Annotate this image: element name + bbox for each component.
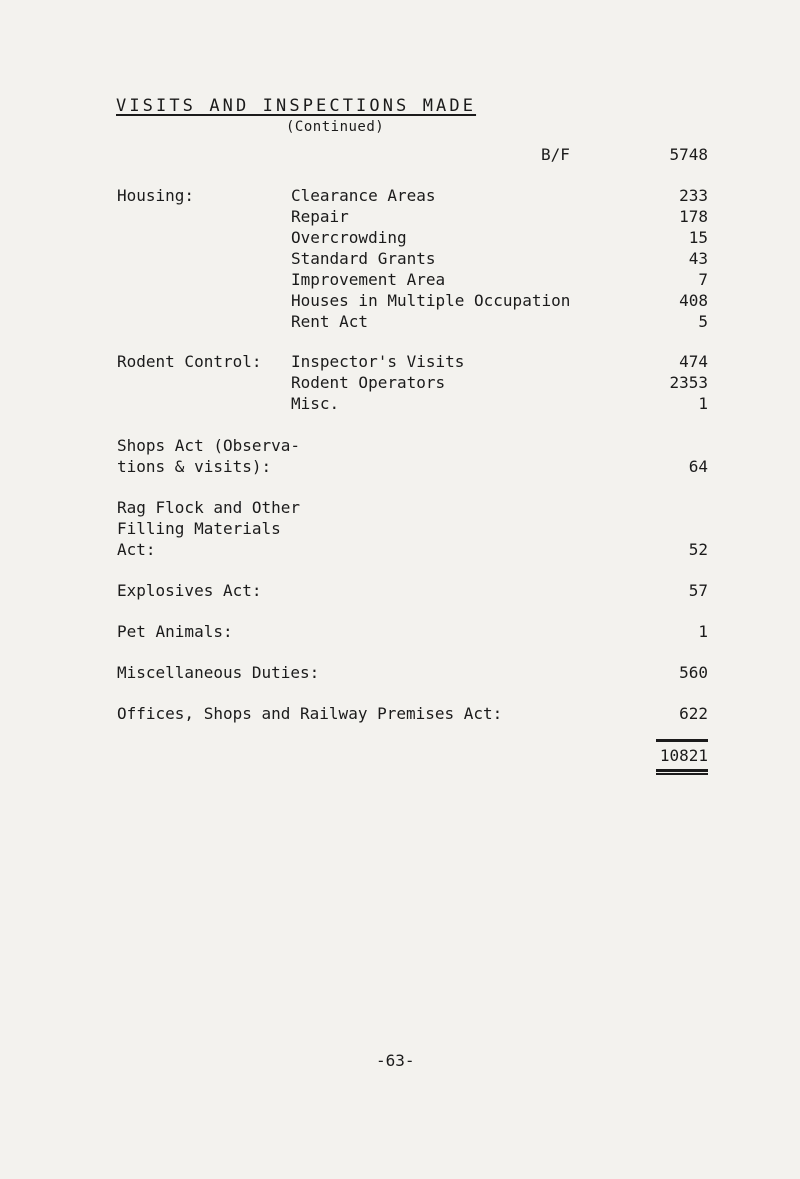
pet-animals-value: 1	[698, 622, 708, 641]
housing-label: Housing:	[117, 186, 195, 205]
explosives-act-label: Explosives Act:	[117, 581, 262, 600]
housing-item: Overcrowding	[291, 228, 407, 247]
brought-forward-label: B/F	[541, 145, 570, 164]
rag-flock-value: 52	[688, 540, 708, 559]
page-number: -63-	[376, 1051, 415, 1070]
miscellaneous-duties-value: 560	[679, 663, 708, 682]
rodent-control-label: Rodent Control:	[117, 352, 262, 371]
shops-act-label-line2: tions & visits):	[117, 457, 272, 476]
housing-value: 43	[688, 249, 708, 268]
page-subtitle: (Continued)	[286, 119, 385, 135]
rodent-item: Inspector's Visits	[291, 352, 465, 371]
housing-item: Houses in Multiple Occupation	[291, 291, 571, 310]
rag-flock-label-line1: Rag Flock and Other	[117, 498, 301, 517]
housing-item: Repair	[291, 207, 349, 226]
grand-total-value: 10821	[659, 746, 708, 765]
total-rule-double	[656, 773, 708, 775]
housing-item: Clearance Areas	[291, 186, 436, 205]
rodent-value: 2353	[669, 373, 708, 392]
rodent-item: Misc.	[291, 394, 340, 413]
page-title: VISITS AND INSPECTIONS MADE	[116, 96, 477, 116]
housing-value: 178	[679, 207, 708, 226]
miscellaneous-duties-label: Miscellaneous Duties:	[117, 663, 320, 682]
housing-item: Standard Grants	[291, 249, 436, 268]
explosives-act-value: 57	[688, 581, 708, 600]
housing-item: Rent Act	[291, 312, 369, 331]
housing-item: Improvement Area	[291, 270, 446, 289]
rag-flock-label-line2: Filling Materials	[117, 519, 281, 538]
rodent-value: 474	[679, 352, 708, 371]
total-rule-bottom	[656, 769, 708, 772]
rodent-value: 1	[698, 394, 708, 413]
housing-value: 15	[688, 228, 708, 247]
offices-act-value: 622	[679, 704, 708, 723]
total-rule-top	[656, 739, 708, 742]
rag-flock-label-line3: Act:	[117, 540, 156, 559]
housing-value: 5	[698, 312, 708, 331]
rodent-item: Rodent Operators	[291, 373, 446, 392]
pet-animals-label: Pet Animals:	[117, 622, 233, 641]
shops-act-label-line1: Shops Act (Observa-	[117, 436, 301, 455]
housing-value: 7	[698, 270, 708, 289]
housing-value: 408	[679, 291, 708, 310]
offices-act-label: Offices, Shops and Railway Premises Act:	[117, 704, 503, 723]
housing-value: 233	[679, 186, 708, 205]
shops-act-value: 64	[688, 457, 708, 476]
brought-forward-value: 5748	[669, 145, 708, 164]
